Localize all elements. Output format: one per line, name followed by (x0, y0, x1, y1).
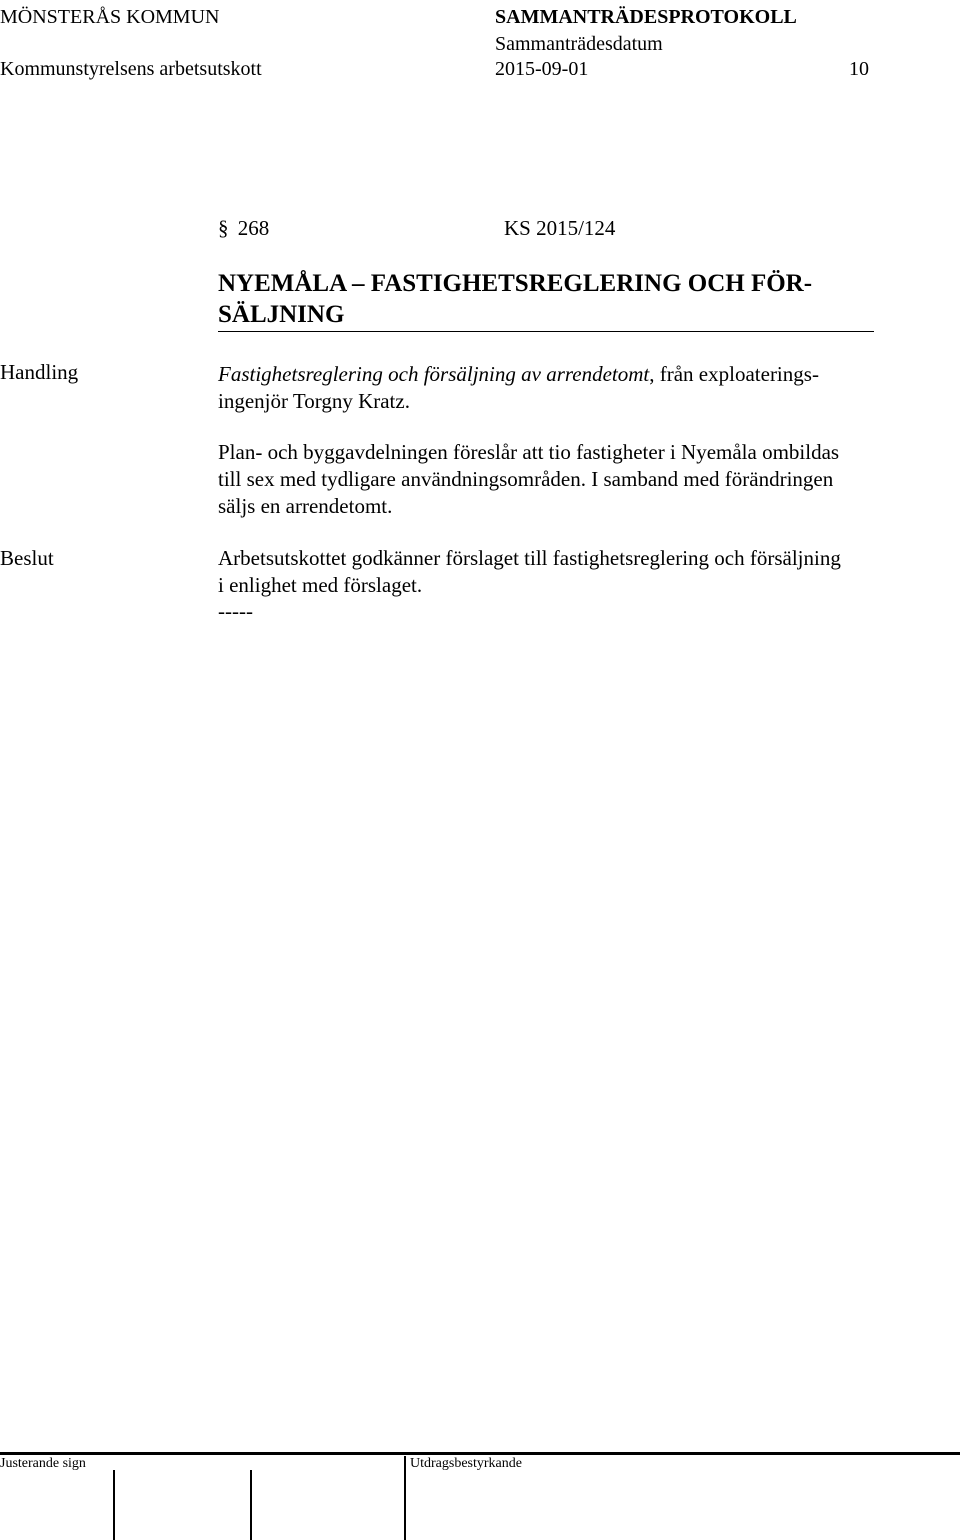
utdragsbestyrkande-label: Utdragsbestyrkande (410, 1456, 522, 1471)
handling-label: Handling (0, 360, 79, 384)
description-line-2: till sex med tydligare användningsområden. I samband med förändringen (218, 467, 834, 491)
handling-text-line-1 (218, 361, 819, 388)
section-symbol: § (218, 216, 229, 240)
item-title-line-2: SÄLJNING (218, 301, 345, 328)
item-title-line-1: NYEMÅLA – FASTIGHETSREGLERING OCH FÖR- (218, 270, 813, 297)
footer-rule (0, 1452, 960, 1455)
handling-text-rest: , från exploaterings- (649, 362, 819, 386)
end-marker: ----- (218, 599, 253, 623)
meeting-date: 2015-09-01 (495, 58, 589, 80)
description-line-3: säljs en arrendetomt. (218, 494, 393, 518)
title-underline (218, 331, 874, 332)
handling-text-line-2: ingenjör Torgny Kratz. (218, 389, 410, 413)
case-number: KS 2015/124 (504, 216, 616, 240)
document-type: SAMMANTRÄDESPROTOKOLL (495, 6, 797, 28)
organization-name: MÖNSTERÅS KOMMUN (0, 6, 220, 28)
section-number (218, 216, 269, 240)
signature-box-divider-2 (250, 1470, 252, 1540)
signature-box-divider-1 (113, 1470, 115, 1540)
beslut-line-1: Arbetsutskottet godkänner förslaget till fastighetsreglering och försäljning (218, 546, 841, 570)
beslut-label: Beslut (0, 546, 54, 570)
handling-italic-text: Fastighetsreglering och försäljning av arrendetomt (218, 362, 650, 386)
committee-name: Kommunstyrelsens arbetsutskott (0, 58, 262, 80)
page-number: 10 (849, 58, 869, 80)
beslut-line-2: i enlighet med förslaget. (218, 573, 423, 597)
date-label: Sammanträdesdatum (495, 33, 663, 55)
justerande-sign-label: Justerande sign (0, 1456, 86, 1471)
signature-box-divider-3 (404, 1456, 406, 1540)
item-number: 268 (237, 216, 270, 240)
description-line-1: Plan- och byggavdelningen föreslår att tio fastigheter i Nyemåla ombildas (218, 440, 840, 464)
